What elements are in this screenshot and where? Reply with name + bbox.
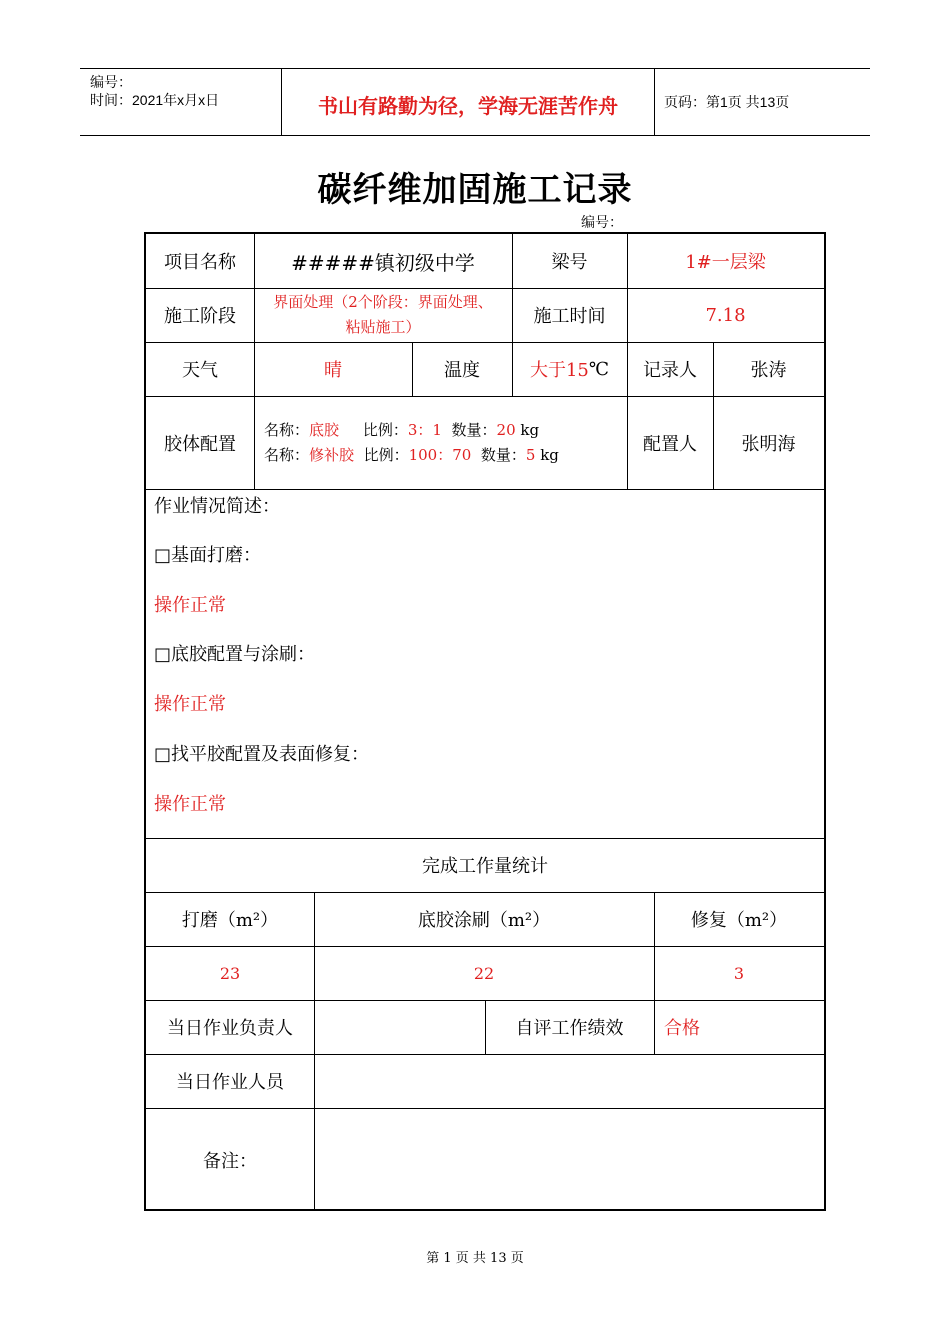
desc-heading: □找平胶配置及表面修复：: [154, 744, 370, 765]
header-divider: [281, 68, 282, 136]
page-footer: 第 1 页 共 13 页: [426, 1251, 524, 1266]
glue-name-label: 名称：: [264, 421, 310, 439]
stage-label: 施工阶段: [164, 306, 236, 327]
glue-unit: kg: [520, 421, 540, 439]
desc-heading: □基面打磨：: [154, 545, 262, 566]
stats-title: 完成工作量统计: [422, 856, 548, 877]
glue-name: 底胶: [309, 421, 340, 439]
time-value: 7.18: [705, 304, 746, 326]
header-motto: 书山有路勤为径，学海无涯苦作舟: [318, 96, 618, 118]
stats-header: 打磨（m²）: [181, 910, 279, 931]
header-number-label: 编号：: [90, 74, 132, 90]
eval-label: 自评工作绩效: [515, 1018, 624, 1039]
recorder-label: 记录人: [643, 360, 697, 381]
row-rule: [146, 489, 824, 490]
recorder-value: 张涛: [750, 360, 787, 381]
glue-ratio: 100：70: [408, 446, 472, 464]
desc-status: 操作正常: [154, 694, 226, 715]
beam-no-label: 梁号: [551, 252, 588, 273]
header-top-rule: [80, 68, 870, 69]
glue-ratio-label: 比例：: [362, 421, 408, 439]
glue-line-2: [264, 443, 559, 468]
stats-header: 底胶涂刷（m²）: [417, 910, 551, 931]
stats-header: 修复（m²）: [690, 910, 788, 931]
page-title: 碳纤维加固施工记录: [317, 171, 633, 209]
desc-status: 操作正常: [154, 794, 226, 815]
stats-value: 22: [473, 963, 495, 983]
temp-value: 大于15: [529, 360, 589, 381]
time-label: 施工时间: [533, 306, 606, 327]
glue-unit: kg: [540, 446, 559, 464]
remarks-value[interactable]: [314, 1108, 824, 1211]
workers-label: 当日作业人员: [176, 1072, 284, 1093]
record-table: [144, 232, 826, 1211]
glue-name: 修补胶: [309, 446, 355, 464]
glue-qty-label: 数量：: [451, 421, 497, 439]
doc-number-label: 编号：: [581, 215, 623, 231]
glue-qty-label: 数量：: [480, 446, 526, 464]
remarks-label: 备注：: [203, 1150, 257, 1172]
mixer-value: 张明海: [741, 433, 796, 455]
glue-ratio-label: 比例：: [363, 446, 409, 464]
leader-value[interactable]: [314, 1000, 485, 1054]
header-page-info: 页码：第1页 共13页: [664, 94, 790, 110]
desc-title: 作业情况简述：: [154, 496, 280, 517]
header-date: 时间：2021年x月x日: [90, 92, 220, 108]
stats-value: 23: [219, 963, 241, 983]
stats-value: 3: [733, 963, 745, 983]
leader-label: 当日作业负责人: [167, 1018, 293, 1039]
beam-no: 1#一层梁: [685, 252, 766, 273]
stage-value: 界面处理（2个阶段：界面处理、粘贴施工）: [273, 293, 493, 336]
project-name: #####镇初级中学: [291, 250, 475, 275]
temp-unit: ℃: [588, 358, 610, 380]
temp-cell: [512, 342, 627, 396]
glue-line-1: [264, 418, 539, 443]
glue-qty: 20: [496, 421, 516, 439]
glue-ratio: 3：1: [407, 421, 442, 439]
header-divider: [654, 68, 655, 136]
desc-status: 操作正常: [154, 595, 226, 616]
weather-value: 晴: [324, 360, 342, 381]
glue-label: 胶体配置: [164, 433, 236, 455]
project-name-label: 项目名称: [164, 252, 236, 273]
eval-value: 合格: [664, 1018, 700, 1039]
glue-name-label: 名称：: [264, 446, 310, 464]
mixer-label: 配置人: [643, 433, 697, 455]
desc-heading: □底胶配置与涂刷：: [154, 644, 316, 665]
header-bottom-rule: [80, 135, 870, 136]
weather-label: 天气: [182, 360, 218, 381]
temp-label: 温度: [444, 360, 480, 381]
workers-value[interactable]: [314, 1054, 824, 1108]
glue-qty: 5: [525, 446, 536, 464]
